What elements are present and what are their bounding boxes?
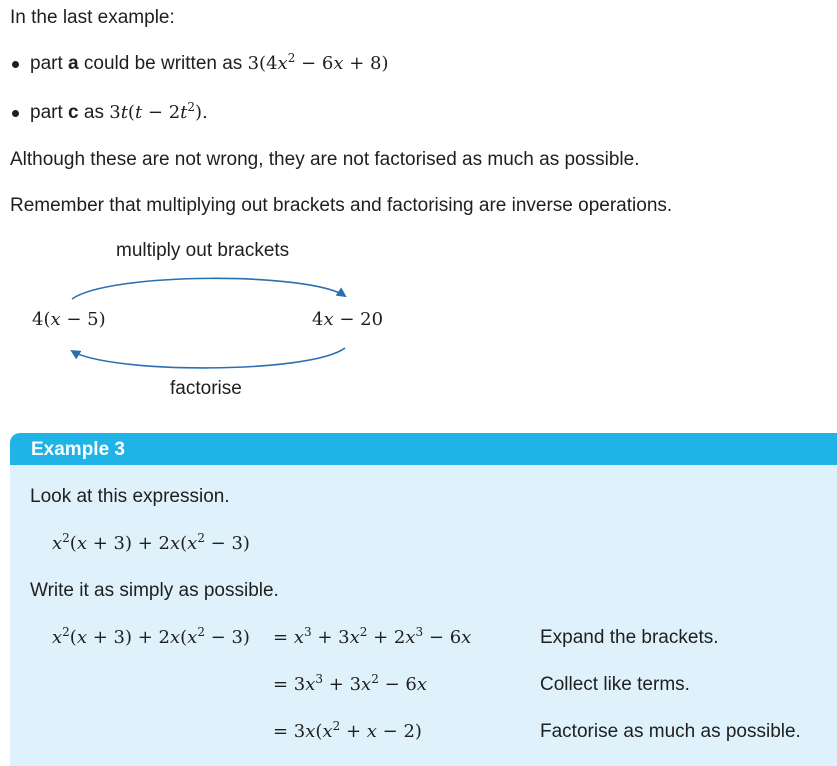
- step-3-note: Factorise as much as possible.: [540, 721, 801, 742]
- example-look-text: Look at this expression.: [30, 486, 230, 507]
- bullet-a-math: $3(4x^2 - 6x + 8)$: [247, 51, 389, 74]
- step-3-rhs: = $3x(x^2 + x - 2)$: [273, 719, 422, 742]
- step-1-lhs: $x^2(x + 3) + 2x(x^2 - 3)$: [52, 625, 250, 648]
- paragraph-inverse-operations: Remember that multiplying out brackets and factorising are inverse operations.: [10, 195, 673, 216]
- bullet-c-post: as: [78, 102, 110, 123]
- bullet-a-bold: a: [68, 53, 79, 74]
- step-2-rhs: = $3x^3 + 3x^2 - 6x$: [273, 672, 427, 695]
- step-1-rhs: = $x^3 + 3x^2 + 2x^3 - 6x$: [273, 625, 472, 648]
- diagram-right-expression: 4x − 20: [312, 309, 384, 330]
- diagram-left-expression: 4(x − 5): [32, 309, 106, 330]
- bullet-a-post: could be written as: [78, 53, 248, 74]
- example-expression: $x^2(x + 3) + 2x(x^2 - 3)$: [52, 531, 250, 554]
- bullet-c-bold: c: [68, 102, 79, 123]
- bullet-c-math: $3t(t - 2t^2)$.: [109, 100, 208, 123]
- example-write-text: Write it as simply as possible.: [30, 580, 279, 601]
- bullet-c-pre: part: [30, 102, 69, 123]
- multiply-arrow: [72, 278, 345, 299]
- factorise-arrow: [72, 348, 345, 368]
- paragraph-not-factorised: Although these are not wrong, they are not factorised as much as possible.: [10, 149, 640, 170]
- diagram-top-label: multiply out brackets: [116, 240, 290, 261]
- step-2-note: Collect like terms.: [540, 674, 690, 695]
- diagram-bottom-label: factorise: [170, 378, 242, 399]
- intro-text: In the last example:: [10, 7, 175, 28]
- example-title: Example 3: [31, 439, 125, 460]
- example-header: [10, 433, 837, 465]
- bullet-a-pre: part: [30, 53, 69, 74]
- step-1-note: Expand the brackets.: [540, 627, 719, 648]
